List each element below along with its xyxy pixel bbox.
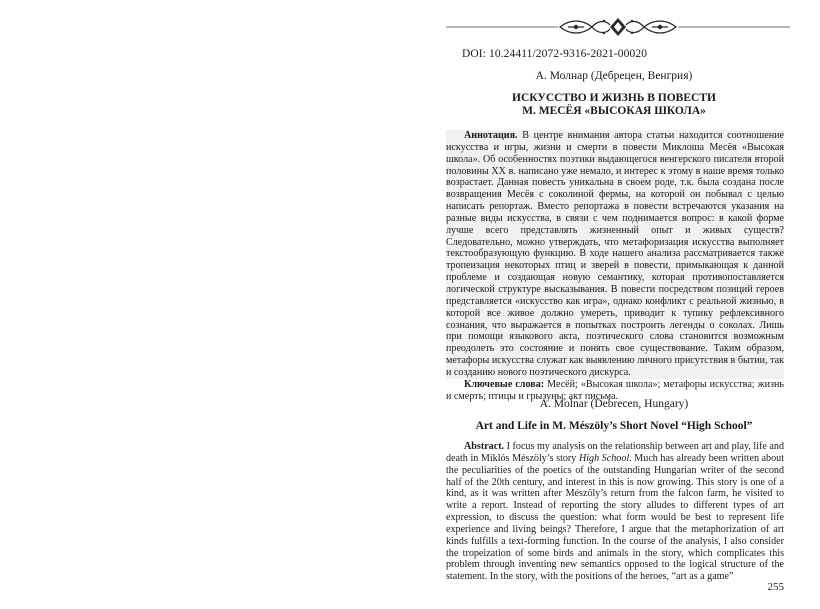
abstract-en-label: Abstract. — [464, 441, 505, 452]
abstract-en-italic-title: High School — [578, 452, 630, 464]
author-ru: А. Молнар (Дебрецен, Венгрия) — [535, 70, 693, 82]
abstract-ru — [446, 130, 784, 379]
abstract-en-text-2: . Much has already been written about the peculiarities of the poetics of the outstanding Hungarian writer of the second half of the 20th century, and interest in this is now growing. This story is one of a kind, as it was written after Mészöly’s return from the falcon farm, he visited to write a report. Instead of reporting the story alludes to different types of art expression, to discuss the question: what form would be best to represent life experience and living beings? Therefore, I argue that the metaphorization of art kinds fulfills a text-forming function. In the course of the analysis, I also consider the tropeization of some birds and animals in the story, which complicates this problem through inventing new semantics opposed to the logical structure of the statement. In the story, with the positions of the heroes, “art as a game” — [446, 452, 784, 583]
abstract-ru-block — [446, 130, 784, 402]
abstract-en — [446, 441, 784, 583]
abstract-en-block — [446, 441, 784, 583]
keywords-ru-label: Ключевые слова: — [464, 378, 545, 390]
abstract-en-text-1: I focus my analysis on the relationship between art and play, life and death in Miklós Mészöly’s story — [446, 441, 784, 464]
title-ru-line-1: ИСКУССТВО И ЖИЗНЬ В ПОВЕСТИ — [512, 92, 716, 104]
abstract-ru-label: Аннотация. — [464, 130, 518, 141]
author-en: A. Molnar (Debrecen, Hungary) — [539, 398, 689, 410]
title-ru-line-2: М. МЕСЁЯ «ВЫСОКАЯ ШКОЛА» — [522, 105, 706, 117]
article-title-en: Art and Life in M. Mészöly’s Short Novel “High School” — [475, 420, 753, 432]
page-number: 255 — [767, 581, 784, 593]
article-title-ru — [444, 92, 784, 118]
abstract-ru-text: В центре внимания автора статьи находится соотношение искусства и игры, жизни и смерти в повести Миклоша Месёя «Высокая школа». Об особенностях поэтики выдающегося венгерского писателя второй половины XX в. написано уже немало, и интерес к этому в наше время только возрастает. Данная повесть уникальна в своем роде, т.к. была создана после возвращения Месёя с соколиной фермы, на которой он побывал с целью написать репортаж. Вместо репортажа в повести встречаются указания на разные виды искусства, в связи с чем поднимается вопрос: в какой форме лучше всего представлять жизненный опыт и живых существ? Следовательно, можно утверждать, что метафоризация искусства выполняет текстообразующую функцию. В ходе нашего анализа рассматривается также тропеизация некоторых птиц и зверей в повести, примыкающая к данной проблеме и создающая новую семантику, которая противопоставляется логической структуре высказывания. В повести посредством позиций героев представляется «искусство как игра», однако конфликт с реальной жизнью, в которой все живое должно умереть, приводит к тупику рефлексивного сознания, что выражается в попытках построить легенды о соколах. Лишь при помощи языкового акта, поэтического слова становится возможным преодолеть это состояние и понять свое существование. Таким образом, метафоры искусства служат как выявлению личного присутствия в бытии, так и созданию нового поэтического дискурса. — [446, 130, 784, 378]
header-ornament-icon — [446, 16, 790, 38]
doi: DOI: 10.24411/2072-9316-2021-00020 — [462, 48, 648, 60]
keywords-ru-text: Месёй; «Высокая школа»; метафоры искусства; жизнь и смерть; птицы и грызуны; акт письма. — [446, 378, 784, 402]
